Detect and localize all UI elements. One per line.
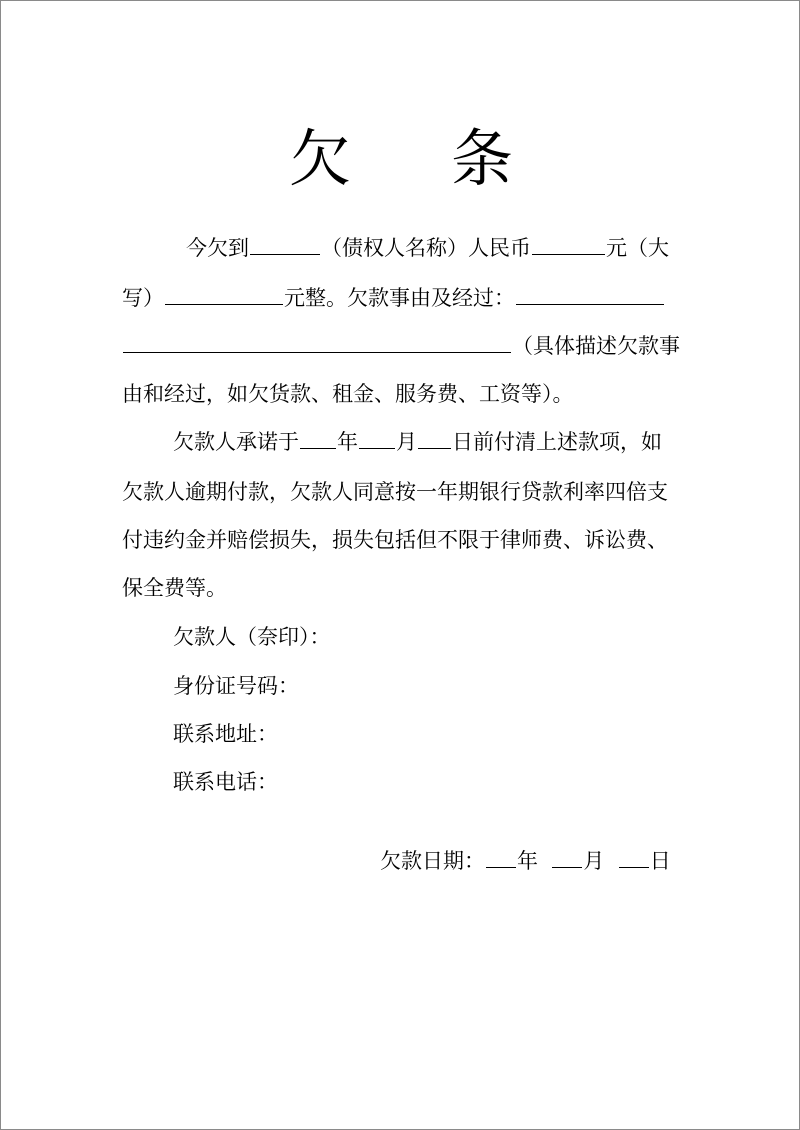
text-overdue: 欠款人逾期付款，欠款人同意按一年期银行贷款利率四倍支 [122,480,668,504]
debt-date-field [380,846,671,876]
text-reason: 元整。欠款事由及经过： [284,286,515,310]
text-creditor-rmb: （债权人名称）人民币 [321,236,531,260]
text-repay: 日前付清上述款项，如 [452,430,662,454]
paragraph-1-line-3 [122,331,680,361]
text-year: 年 [337,430,358,454]
reason-blank-2 [123,332,511,353]
repay-year-blank [300,428,336,449]
title-char-2: 条 [451,122,514,195]
text-write: 写） [122,286,164,310]
address-label: 联系地址： [173,722,278,746]
amount-capital-blank [165,284,283,305]
paragraph-1-line-2 [122,283,665,313]
paragraph-1-line-4 [122,379,574,409]
paragraph-2-line-3 [122,525,668,555]
repay-day-blank [418,428,451,449]
debtor-label: 欠款人（奈印）： [173,625,331,649]
text-month: 月 [396,430,417,454]
paragraph-2-line-4 [122,573,227,603]
amount-blank [532,234,605,255]
date-month-text: 月 [583,849,605,873]
repay-month-blank [359,428,395,449]
paragraph-2-line-2 [122,477,668,507]
text-penalty: 付违约金并赔偿损失，损失包括但不限于律师费、诉讼费、 [122,528,668,552]
id-number-field [173,671,299,701]
document-title [1,119,800,199]
date-year-blank [486,847,516,868]
date-day-blank [619,847,649,868]
date-month-blank [552,847,582,868]
text-yuan-capital: 元（大 [606,236,669,260]
phone-field [173,767,278,797]
creditor-name-blank [250,234,320,255]
text-owe-to: 今欠到 [186,236,249,260]
date-day-text: 日 [649,849,671,873]
phone-label: 联系电话： [173,770,278,794]
text-describe: （具体描述欠款事 [512,334,680,358]
id-number-label: 身份证号码： [173,674,299,698]
debtor-signature-field [173,622,331,652]
reason-blank-1 [516,284,664,305]
text-preservation: 保全费等。 [122,576,227,600]
date-year-text: 年 [517,849,538,873]
date-label: 欠款日期： [380,849,485,873]
text-promise: 欠款人承诺于 [173,430,299,454]
paragraph-1-line-1 [186,233,669,263]
paragraph-2-line-1 [173,427,662,457]
title-char-1: 欠 [288,122,351,195]
text-reason-examples: 由和经过，如欠货款、租金、服务费、工资等）。 [122,382,574,406]
address-field [173,719,278,749]
